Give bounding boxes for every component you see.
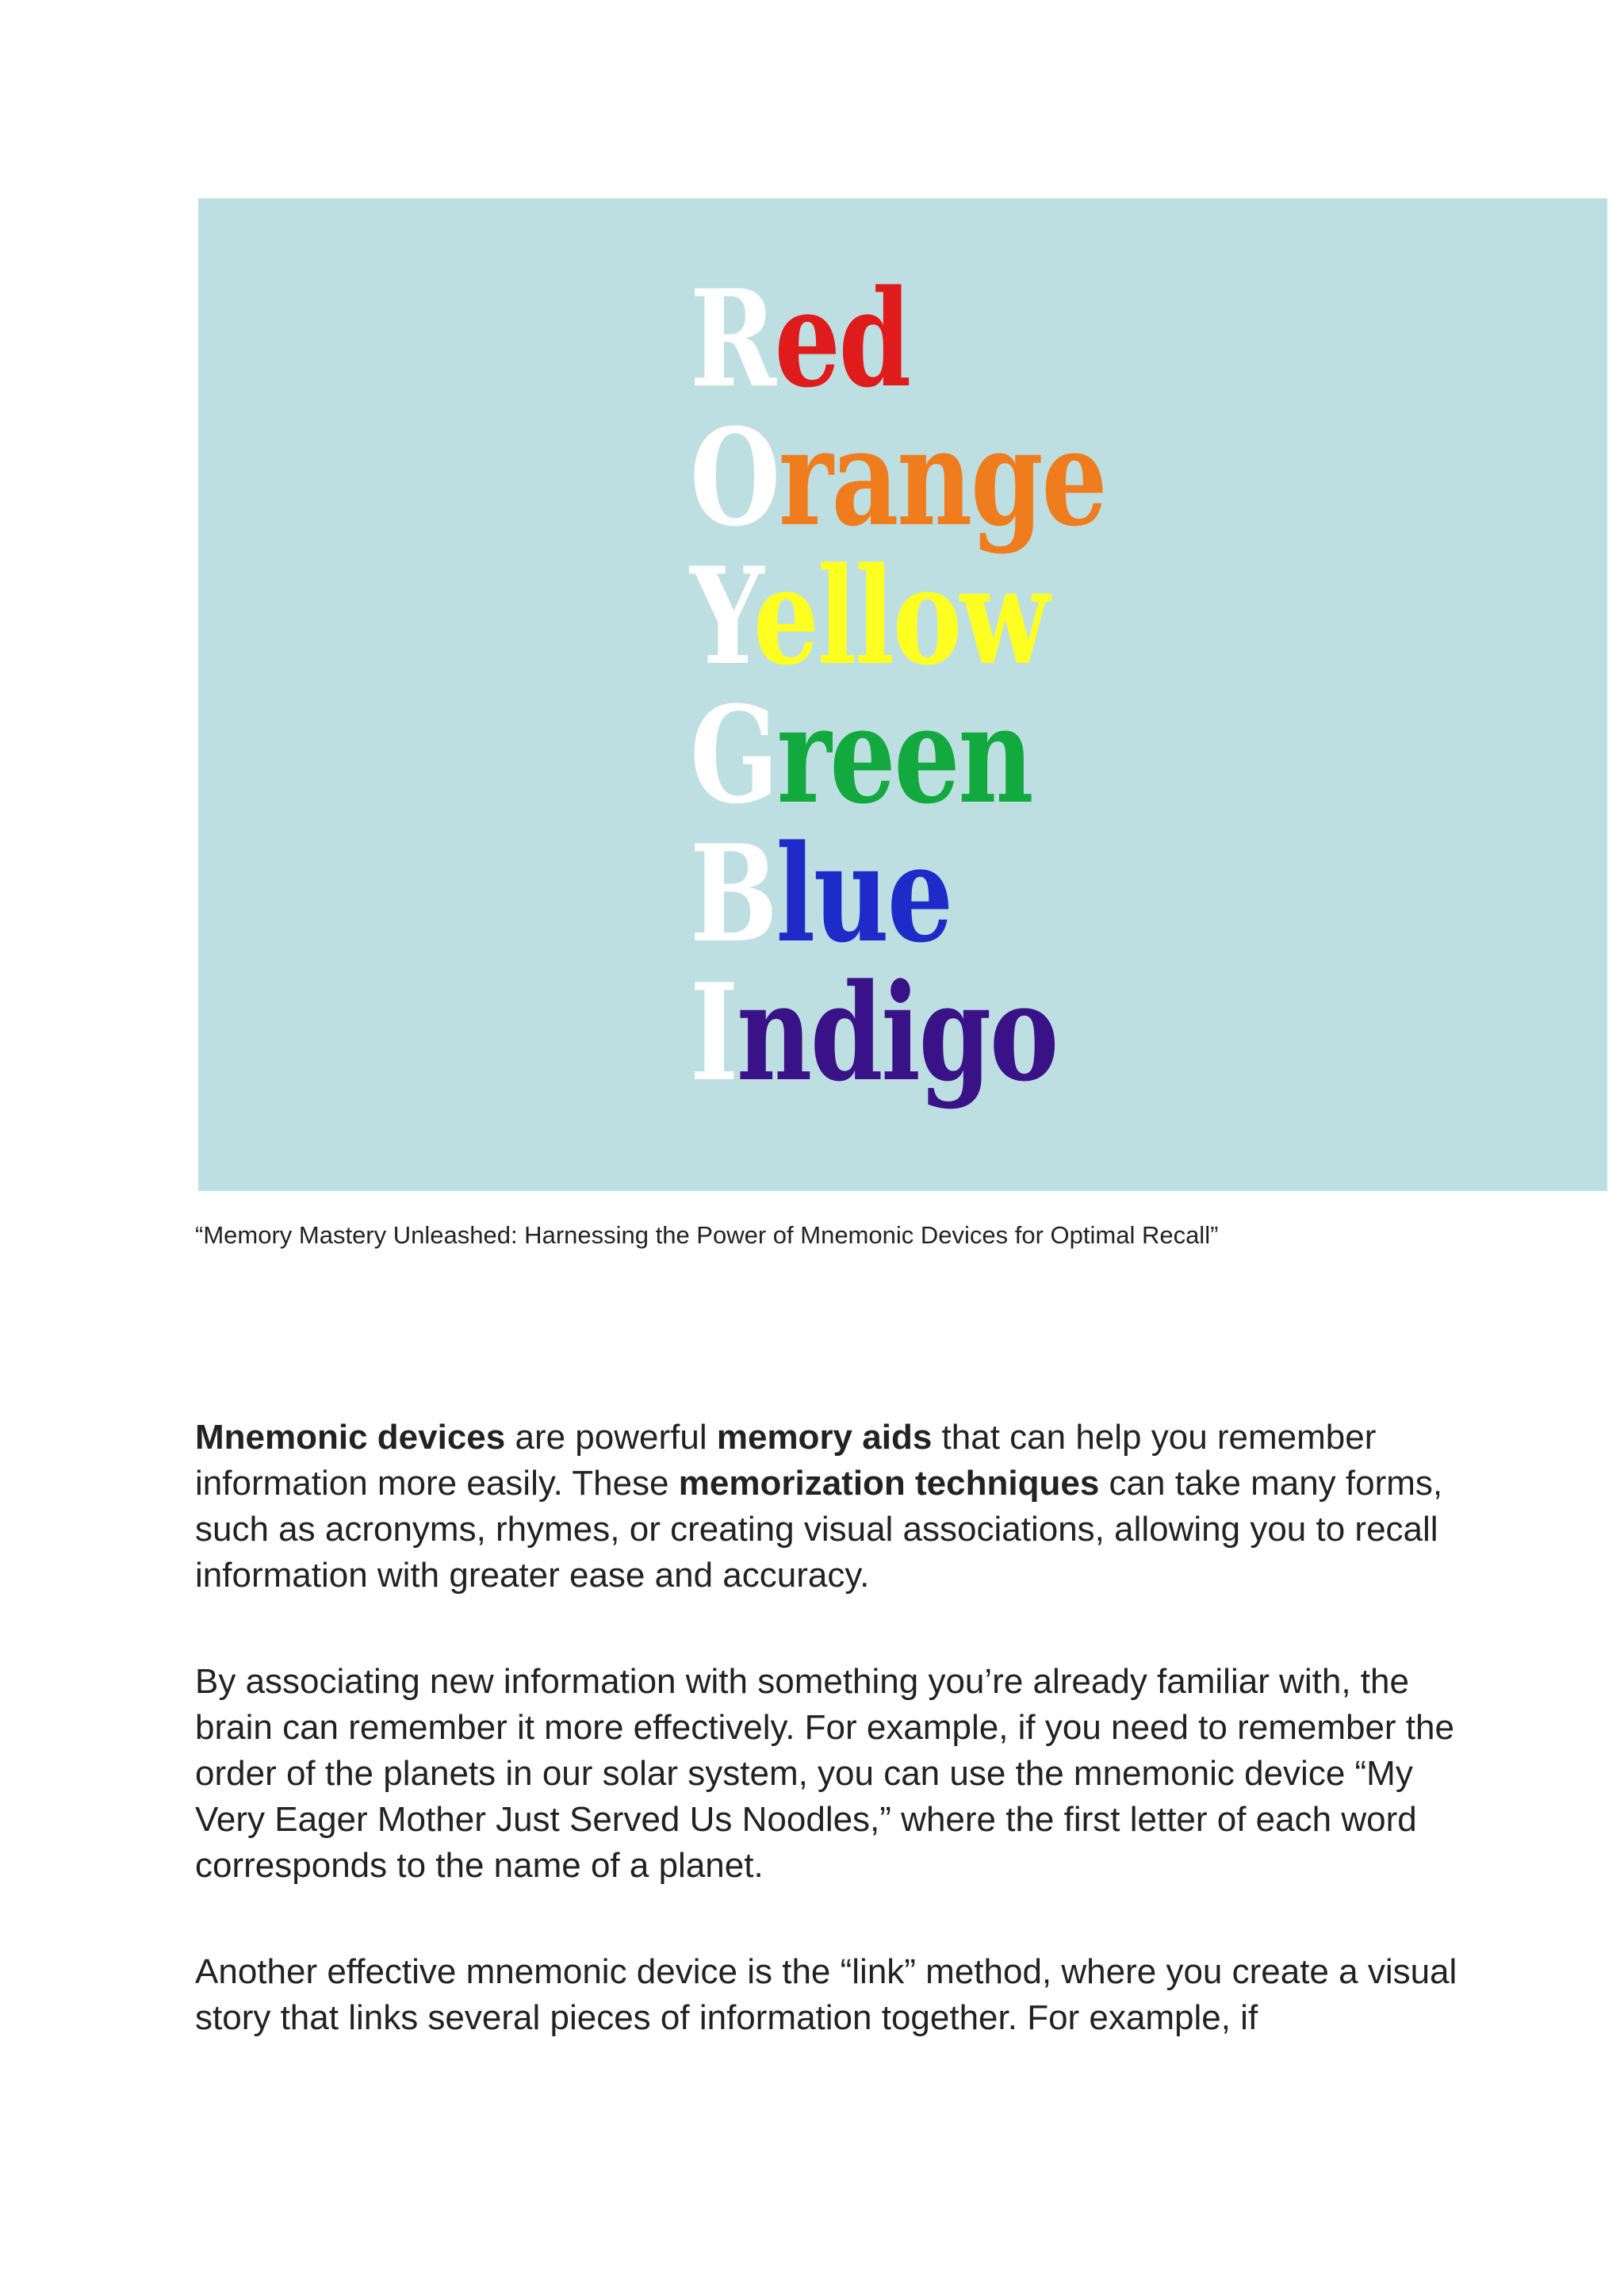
color-word-initial: I — [690, 954, 737, 1111]
paragraph-2: By associating new information with something you’re already familiar with, the brain can remember it more effectively. For example, if you need to remember the order of the planets in our solar system, you can use the mnemonic device “My Very Eager Mother Just Served Us Noodles,” where the first letter of each word corresponds to the name of a planet. — [195, 1662, 1454, 1885]
paragraph-text: can take many forms, such as acronyms, rhymes, or creating visual associations, allowing you to recall information with greater ease and accuracy. — [195, 1464, 1443, 1595]
color-word-rest: ndigo — [736, 954, 1057, 1111]
color-word-rest: reen — [776, 676, 1032, 833]
paragraph-text: are powerful — [505, 1418, 717, 1457]
color-word-initial: R — [690, 260, 775, 417]
color-word-red — [690, 260, 1105, 417]
article-body — [195, 1415, 1464, 2101]
color-word-rest: lue — [776, 815, 952, 972]
paragraph-1 — [195, 1415, 1464, 1599]
bold-term: memorization techniques — [678, 1464, 1100, 1503]
color-word-orange — [690, 399, 1106, 556]
bold-term: Mnemonic devices — [195, 1418, 506, 1457]
color-word-green — [690, 676, 1105, 833]
roygbiv-acronym — [690, 260, 1106, 1111]
color-word-rest: ed — [774, 260, 910, 417]
bold-term: memory aids — [716, 1418, 933, 1457]
color-word-yellow — [690, 538, 1105, 695]
roygbiv-image — [198, 198, 1607, 1191]
image-caption: “Memory Mastery Unleashed: Harnessing the Power of Mnemonic Devices for Optimal Recall” — [195, 1221, 1219, 1249]
color-word-initial: B — [690, 815, 776, 972]
color-word-rest: range — [778, 399, 1106, 556]
color-word-rest: ellow — [753, 538, 1048, 695]
color-word-blue — [690, 815, 1105, 972]
paragraph-text: that can help you remember information more easily. These — [195, 1418, 1377, 1503]
color-word-indigo — [690, 954, 1105, 1111]
paragraph-3: Another effective mnemonic device is the “link” method, where you create a visual story that links several pieces of information together. For example, if — [195, 1952, 1457, 2037]
color-word-initial: G — [690, 676, 777, 833]
color-word-initial: Y — [690, 538, 753, 695]
color-word-initial: O — [690, 399, 779, 556]
